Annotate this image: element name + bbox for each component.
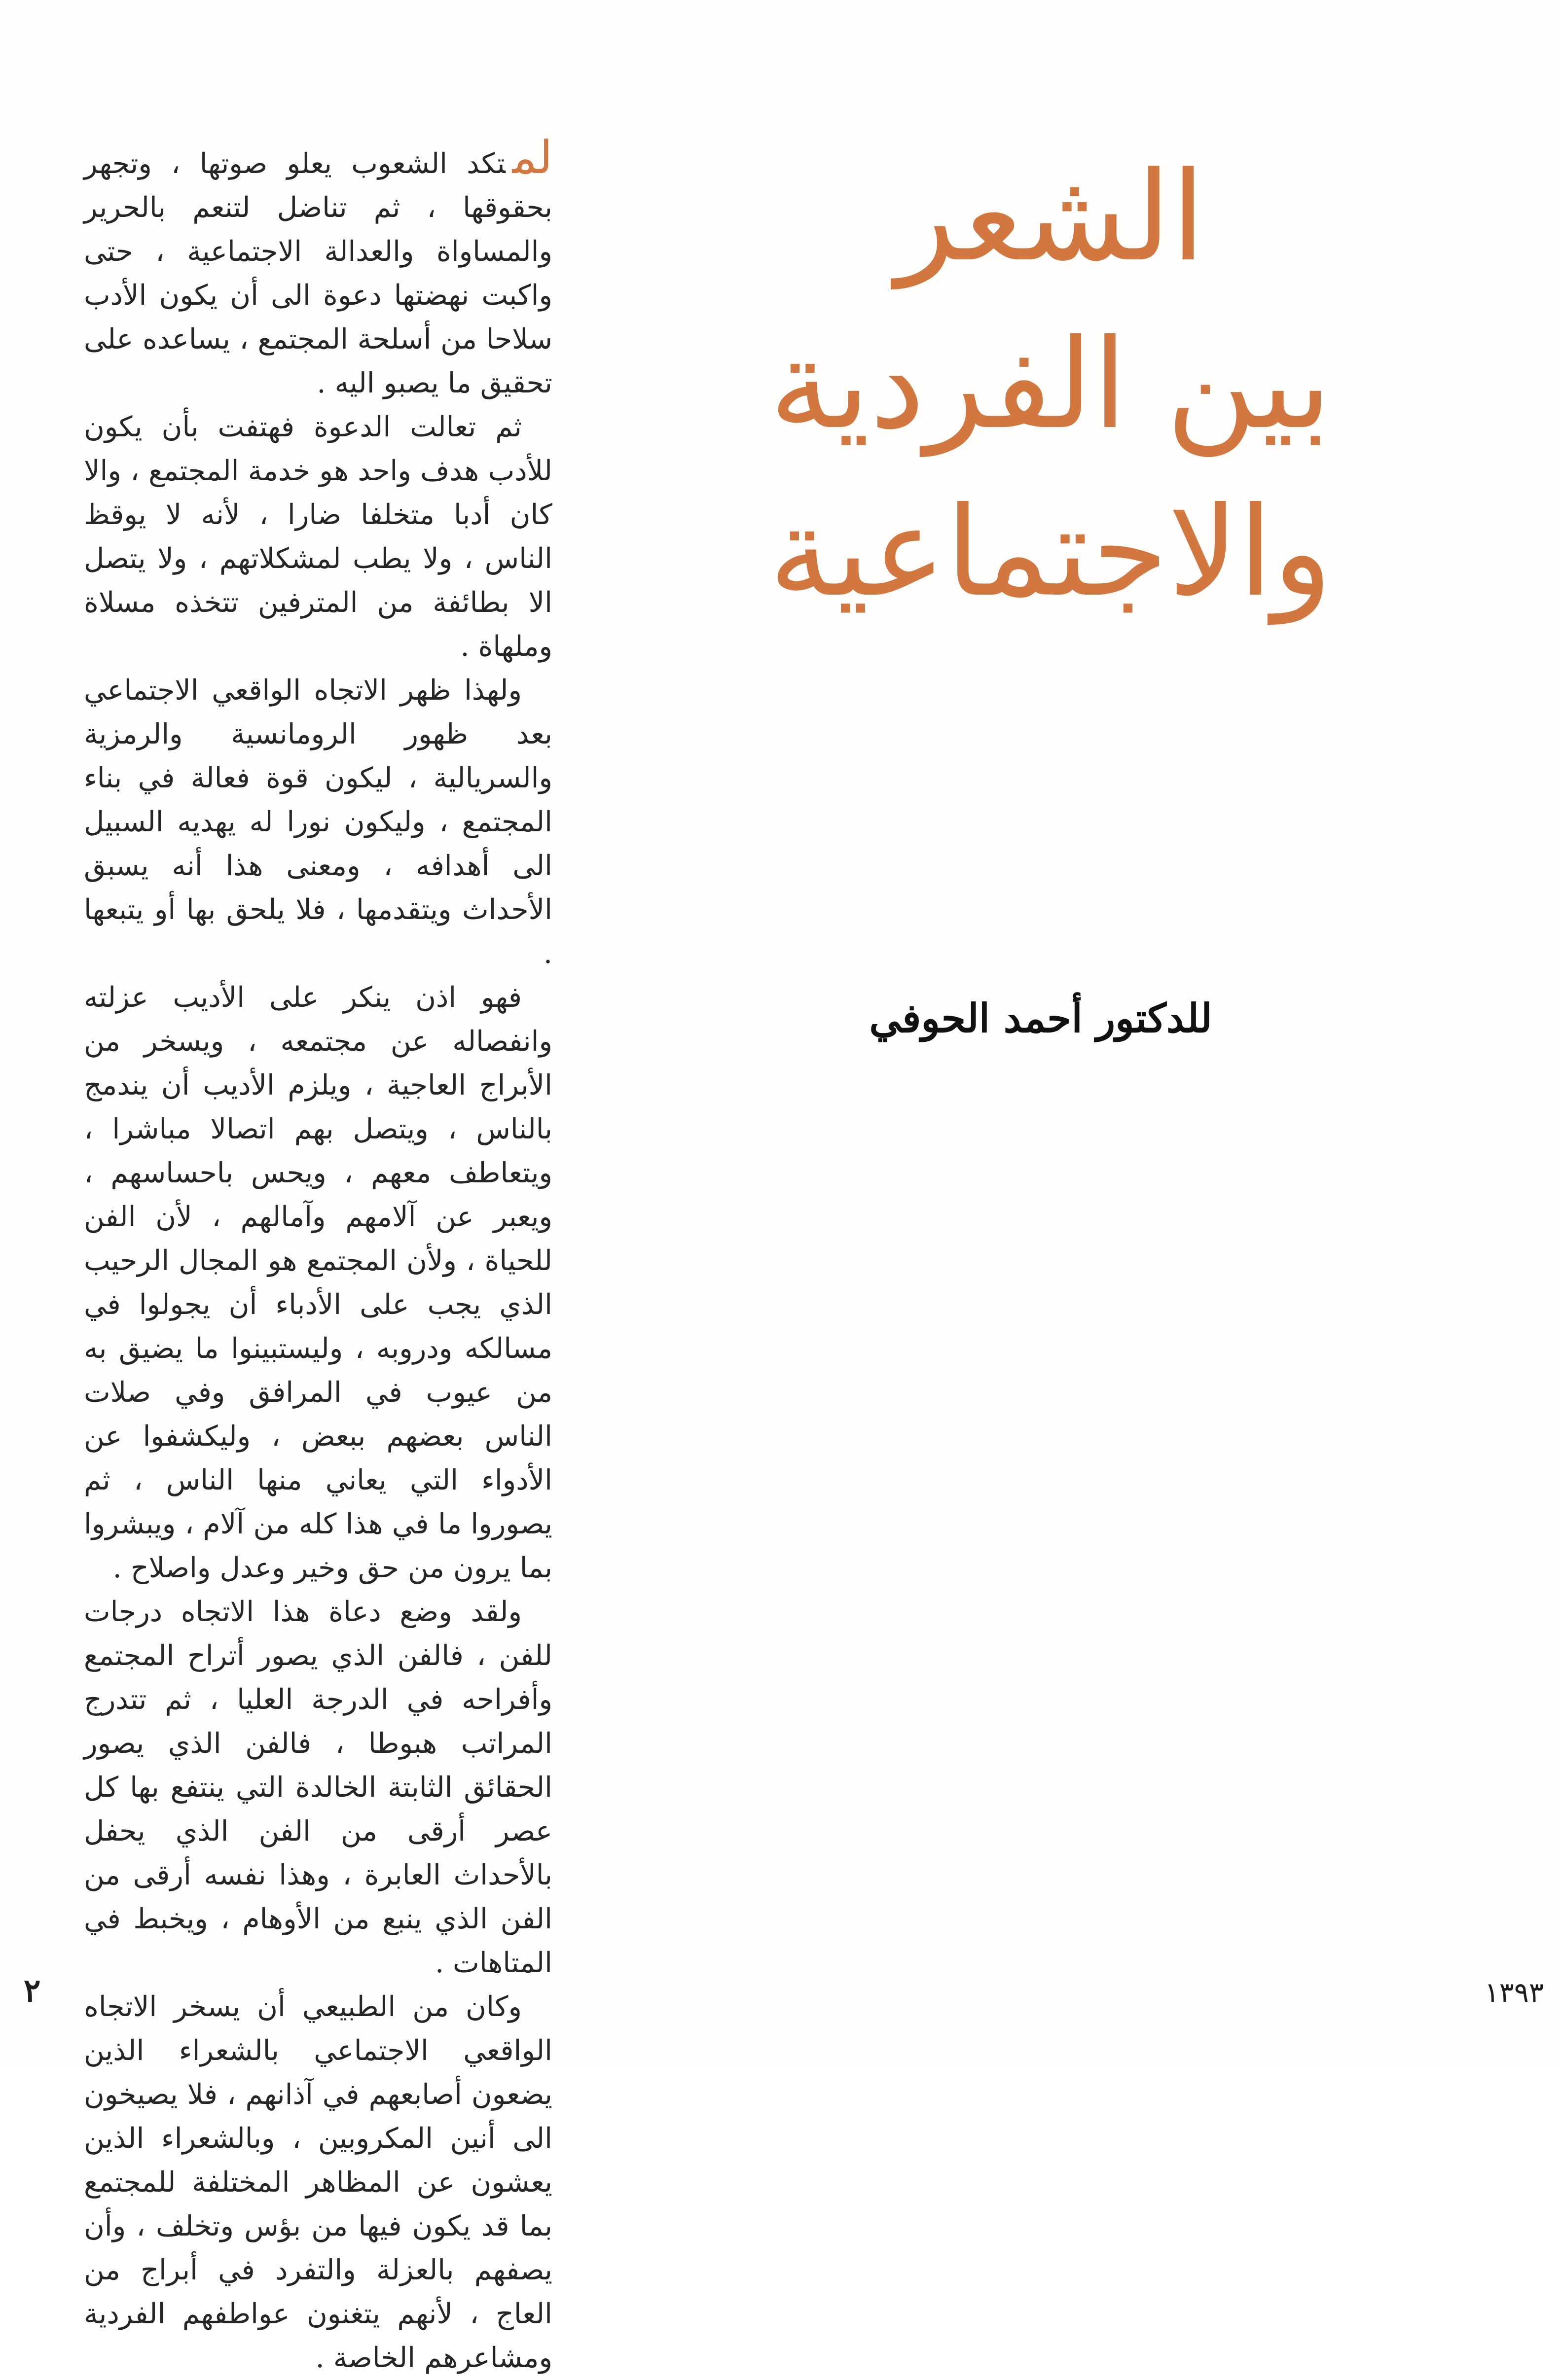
title-line-3: والاجتماعية [768,480,1333,624]
page-number-left: ٢ [24,1972,41,2009]
article-paragraph-1 [84,131,552,405]
article-paragraph-5: ولقد وضع دعاة هذا الاتجاه درجات للفن ، فالفن الذي يصور أتراح المجتمع وأفراحه في الدرجة العليا ، ثم تتدرج المراتب هبوطا ، فالفن الذي يصور الحقائق الثابتة الخالدة التي ينتفع بها كل عصر أرقى من الفن الذي يحفل بالأحداث العابرة ، وهذا نفسه أرقى من الفن الذي ينبع من الأوهام ، ويخبط في المتاهات . [84,1596,552,1979]
author-byline: للدكتور أحمد الحوفي [869,995,1212,1041]
paragraph-text: تكد الشعوب يعلو صوتها ، وتجهر بحقوقها ، ثم تناضل لتنعم بالحرير والمساواة والعدالة الاجتماعية ، حتى واكبت نهضتها دعوة الى أن يكون الأدب سلاحا من أسلحة المجتمع ، يساعده على تحقيق ما يصبو اليه . [84,147,552,399]
article-title [567,123,1534,705]
article-paragraph-6: وكان من الطبيعي أن يسخر الاتجاه الواقعي الاجتماعي بالشعراء الذين يضعون أصابعهم في آذانهم ، فلا يصيخون الى أنين المكروبين ، وبالشعراء الذين يعشون عن المظاهر المختلفة للمجتمع بما قد يكون فيها من بؤس وتخلف ، وأن يصفهم بالعزلة والتفرد في أبراج من العاج ، لأنهم يتغنون عواطفهم الفردية ومشاعرهم الخاصة . [84,1990,552,2374]
title-line-2: بين الفردية [769,313,1332,456]
page-number-right: ١٣٩٣ [1484,1977,1544,2009]
article-paragraph-2: ثم تعالت الدعوة فهتفت بأن يكون للأدب هدف واحد هو خدمة المجتمع ، والا كان أدبا متخلفا ضارا ، لأنه لا يوقظ الناس ، ولا يطب لمشكلاتهم ، ولا يتصل الا بطائفة من المترفين تتخذه مسلاة وملهاة . [84,411,552,663]
article-body [84,131,552,2374]
article-paragraph-3: ولهذا ظهر الاتجاه الواقعي الاجتماعي بعد ظهور الرومانسية والرمزية والسريالية ، ليكون قوة فعالة في بناء المجتمع ، وليكون نورا له يهديه السبيل الى أهدافه ، ومعنى هذا أنه يسبق الأحداث ويتقدمها ، فلا يلحق بها أو يتبعها . [84,674,552,970]
title-line-1: الشعر [896,145,1205,288]
drop-cap: لم [512,131,552,184]
article-paragraph-4: فهو اذن ينكر على الأديب عزلته وانفصاله عن مجتمعه ، ويسخر من الأبراج العاجية ، ويلزم الأديب أن يندمج بالناس ، ويتصل بهم اتصالا مباشرا ، ويتعاطف معهم ، ويحس باحساسهم ، ويعبر عن آلامهم وآمالهم ، لأن الفن للحياة ، ولأن المجتمع هو المجال الرحيب الذي يجب على الأدباء أن يجولوا في مسالكه ودروبه ، وليستبينوا ما يضيق به من عيوب في المرافق وفي صلات الناس بعضهم ببعض ، وليكشفوا عن الأدواء التي يعاني منها الناس ، ثم يصوروا ما في هذا كله من آلام ، ويبشروا بما يرون من حق وخير وعدل واصلاح . [84,981,552,1584]
